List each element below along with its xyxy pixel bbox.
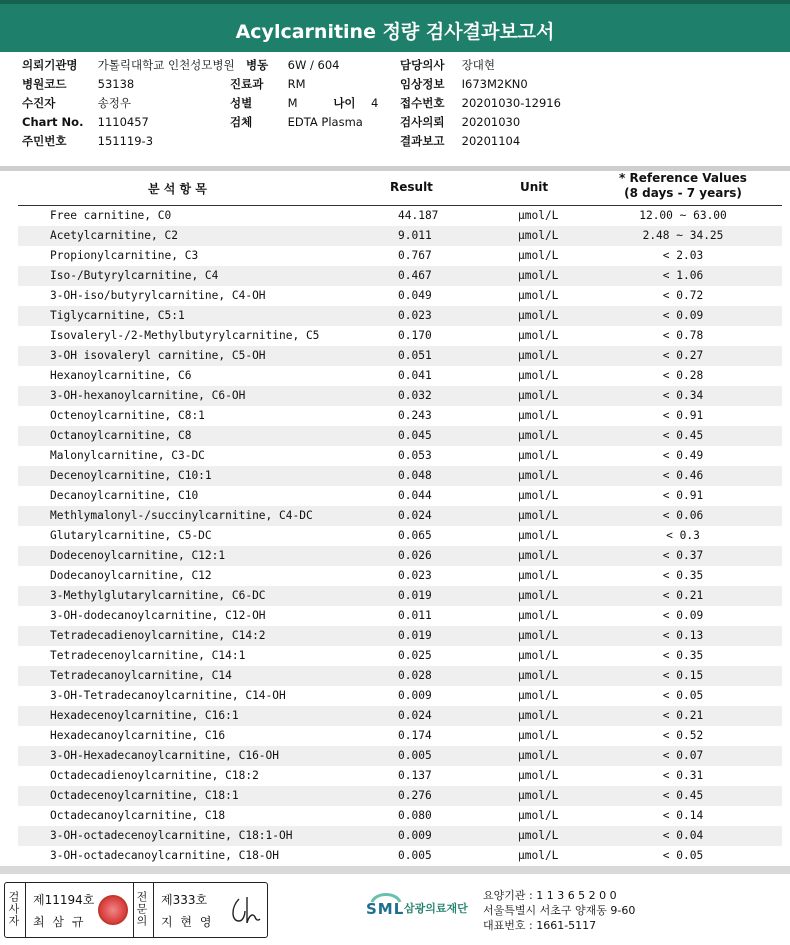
footer-divider	[0, 866, 790, 874]
table-row	[18, 526, 782, 546]
reference-value: < 0.28	[662, 369, 704, 382]
analyte-name: 3-OH-iso/butyrylcarnitine, C4-OH	[50, 289, 266, 302]
analyte-name: Propionylcarnitine, C3	[50, 249, 199, 262]
unit-value: μmol/L	[518, 769, 559, 782]
report-date-row	[400, 132, 520, 150]
dept-value: RM	[287, 77, 306, 91]
resident-row	[22, 132, 153, 150]
result-value: 0.243	[398, 409, 432, 422]
reference-value: < 0.35	[662, 569, 704, 582]
analyte-name: Dodecanoylcarnitine, C12	[50, 569, 212, 582]
unit-value: μmol/L	[518, 289, 559, 302]
result-value: 0.026	[398, 549, 432, 562]
result-value: 0.024	[398, 509, 432, 522]
analyte-name: Acetylcarnitine, C2	[50, 229, 178, 242]
dept-row	[230, 75, 306, 93]
patient-value: 송정우	[97, 96, 131, 110]
table-row	[18, 266, 782, 286]
analyte-name: Decanoylcarnitine, C10	[50, 489, 199, 502]
institution-row	[22, 56, 235, 74]
result-value: 0.276	[398, 789, 432, 802]
result-value: 0.044	[398, 489, 432, 502]
clinical-label: 임상정보	[400, 77, 445, 91]
analyte-name: 3-OH-Hexadecanoylcarnitine, C16-OH	[50, 749, 280, 762]
analyte-name: 3-OH-octadecenoylcarnitine, C18:1-OH	[50, 829, 293, 842]
reference-value: < 0.21	[662, 589, 704, 602]
table-row	[18, 646, 782, 666]
receipt-row	[400, 94, 561, 112]
reference-value: < 0.78	[662, 329, 704, 342]
reference-value: < 0.04	[662, 829, 704, 842]
result-value: 0.009	[398, 829, 432, 842]
result-value: 0.011	[398, 609, 432, 622]
reference-value: < 2.03	[662, 249, 704, 262]
reference-value: < 1.06	[662, 269, 704, 282]
unit-value: μmol/L	[518, 549, 559, 562]
sex-row	[230, 94, 378, 112]
reference-value: < 0.05	[662, 849, 704, 862]
unit-value: μmol/L	[518, 249, 559, 262]
result-value: 0.024	[398, 709, 432, 722]
unit-value: μmol/L	[518, 489, 559, 502]
analyte-name: Hexadecanoylcarnitine, C16	[50, 729, 226, 742]
unit-value: μmol/L	[518, 749, 559, 762]
sex-label: 성별	[230, 96, 253, 110]
clinical-row	[400, 75, 528, 93]
table-row	[18, 366, 782, 386]
specialist-vlabel-text: 전문의	[135, 891, 148, 927]
result-value: 0.045	[398, 429, 432, 442]
unit-value: μmol/L	[518, 649, 559, 662]
table-row	[18, 486, 782, 506]
doctor-value: 장대현	[461, 58, 495, 72]
result-value: 0.025	[398, 649, 432, 662]
reference-value: < 0.21	[662, 709, 704, 722]
ward-value: 6W / 604	[287, 58, 340, 72]
unit-value: μmol/L	[518, 269, 559, 282]
reference-value: < 0.37	[662, 549, 704, 562]
table-row	[18, 286, 782, 306]
specimen-row	[230, 113, 363, 131]
reference-value: < 0.31	[662, 769, 704, 782]
analyte-name: 3-OH-octadecanoylcarnitine, C18-OH	[50, 849, 280, 862]
header-ref-line2: (8 days - 7 years)	[624, 186, 742, 200]
result-value: 0.767	[398, 249, 432, 262]
header-result: Result	[390, 180, 433, 194]
org-name: 삼광의료재단	[404, 902, 468, 915]
table-row	[18, 466, 782, 486]
inst-phone: 대표번호 : 1661-5117	[483, 919, 597, 932]
hospital-code-value: 53138	[97, 77, 135, 91]
table-row	[18, 226, 782, 246]
chart-label: Chart No.	[22, 115, 84, 129]
analyte-name: Malonylcarnitine, C3-DC	[50, 449, 205, 462]
table-row	[18, 306, 782, 326]
analyte-name: Methlymalonyl-/succinylcarnitine, C4-DC	[50, 509, 313, 522]
table-row	[18, 326, 782, 346]
table-row	[18, 606, 782, 626]
unit-value: μmol/L	[518, 529, 559, 542]
analyte-name: Octadecenoylcarnitine, C18:1	[50, 789, 239, 802]
resident-value: 151119-3	[97, 134, 154, 148]
analyte-name: Tetradecanoylcarnitine, C14	[50, 669, 232, 682]
ward-label: 병동	[246, 58, 269, 72]
specimen-value: EDTA Plasma	[287, 115, 363, 129]
examiner-vertical-label	[7, 891, 23, 927]
analyte-name: Isovaleryl-/2-Methylbutyrylcarnitine, C5	[50, 329, 320, 342]
resident-label: 주민번호	[22, 134, 67, 148]
reference-value: < 0.91	[662, 489, 704, 502]
institution-value: 가톨릭대학교 인천성모병원	[97, 58, 235, 72]
result-value: 0.467	[398, 269, 432, 282]
table-row	[18, 826, 782, 846]
dept-label: 진료과	[230, 77, 264, 91]
report-date-label: 결과보고	[400, 134, 445, 148]
hospital-code-label: 병원코드	[22, 77, 67, 91]
unit-value: μmol/L	[518, 849, 559, 862]
table-row	[18, 446, 782, 466]
result-value: 0.023	[398, 309, 432, 322]
unit-value: μmol/L	[518, 449, 559, 462]
specialist-vertical-label	[135, 891, 151, 927]
result-value: 0.028	[398, 669, 432, 682]
results-table-body	[18, 206, 782, 866]
table-row	[18, 626, 782, 646]
sign-divider-3	[153, 883, 154, 937]
table-row	[18, 206, 782, 226]
reference-value: < 0.27	[662, 349, 704, 362]
reference-value: < 0.91	[662, 409, 704, 422]
unit-value: μmol/L	[518, 709, 559, 722]
unit-value: μmol/L	[518, 809, 559, 822]
unit-value: μmol/L	[518, 229, 559, 242]
result-value: 0.023	[398, 569, 432, 582]
analyte-name: Tetradecenoylcarnitine, C14:1	[50, 649, 246, 662]
analyte-name: Iso-/Butyrylcarnitine, C4	[50, 269, 219, 282]
table-row	[18, 386, 782, 406]
unit-value: μmol/L	[518, 369, 559, 382]
request-value: 20201030	[461, 115, 521, 129]
reference-value: < 0.46	[662, 469, 704, 482]
table-row	[18, 786, 782, 806]
chart-row	[22, 113, 149, 131]
result-value: 0.065	[398, 529, 432, 542]
receipt-value: 20201030-12916	[461, 96, 561, 110]
table-row	[18, 426, 782, 446]
unit-value: μmol/L	[518, 689, 559, 702]
result-value: 0.080	[398, 809, 432, 822]
reference-value: < 0.72	[662, 289, 704, 302]
table-row	[18, 846, 782, 866]
report-title: Acylcarnitine 정량 검사결과보고서	[0, 0, 790, 52]
analyte-name: 3-Methylglutarylcarnitine, C6-DC	[50, 589, 266, 602]
table-row	[18, 766, 782, 786]
unit-value: μmol/L	[518, 609, 559, 622]
receipt-label: 접수번호	[400, 96, 445, 110]
analyte-name: Decenoylcarnitine, C10:1	[50, 469, 212, 482]
analyte-name: Hexadecenoylcarnitine, C16:1	[50, 709, 239, 722]
ward-row	[246, 56, 339, 74]
unit-value: μmol/L	[518, 329, 559, 342]
header-ref-line1: * Reference Values	[619, 171, 747, 185]
unit-value: μmol/L	[518, 629, 559, 642]
analyte-name: Dodecenoylcarnitine, C12:1	[50, 549, 226, 562]
doctor-row	[400, 56, 495, 74]
table-row	[18, 566, 782, 586]
result-value: 44.187	[398, 209, 439, 222]
unit-value: μmol/L	[518, 469, 559, 482]
result-value: 0.049	[398, 289, 432, 302]
request-row	[400, 113, 520, 131]
result-value: 0.005	[398, 749, 432, 762]
table-row	[18, 706, 782, 726]
examiner-name: 최 삼 규	[33, 915, 86, 929]
reference-value: < 0.35	[662, 649, 704, 662]
result-value: 0.137	[398, 769, 432, 782]
table-row	[18, 726, 782, 746]
table-row	[18, 806, 782, 826]
table-row	[18, 666, 782, 686]
analyte-name: Octadecanoylcarnitine, C18	[50, 809, 226, 822]
analyte-name: Hexanoylcarnitine, C6	[50, 369, 192, 382]
inst-code: 요양기관 : 1 1 3 6 5 2 0 0	[483, 889, 617, 902]
table-row	[18, 586, 782, 606]
result-value: 0.051	[398, 349, 432, 362]
hospital-code-row	[22, 75, 134, 93]
table-row	[18, 246, 782, 266]
patient-row	[22, 94, 131, 112]
analyte-name: Octanoylcarnitine, C8	[50, 429, 192, 442]
unit-value: μmol/L	[518, 589, 559, 602]
institution-label: 의뢰기관명	[22, 58, 78, 72]
specimen-label: 검체	[230, 115, 253, 129]
unit-value: μmol/L	[518, 569, 559, 582]
age-label: 나이	[333, 96, 356, 110]
patient-label: 수진자	[22, 96, 56, 110]
signature-icon	[227, 893, 263, 929]
seal-icon	[98, 895, 128, 925]
unit-value: μmol/L	[518, 829, 559, 842]
analyte-name: 3-OH-hexanoylcarnitine, C6-OH	[50, 389, 246, 402]
reference-value: < 0.13	[662, 629, 704, 642]
reference-value: < 0.07	[662, 749, 704, 762]
request-label: 검사의뢰	[400, 115, 445, 129]
reference-value: < 0.05	[662, 689, 704, 702]
result-value: 0.005	[398, 849, 432, 862]
header-unit: Unit	[520, 180, 549, 194]
unit-value: μmol/L	[518, 349, 559, 362]
result-value: 0.019	[398, 589, 432, 602]
result-value: 0.174	[398, 729, 432, 742]
result-value: 0.041	[398, 369, 432, 382]
result-value: 0.032	[398, 389, 432, 402]
unit-value: μmol/L	[518, 669, 559, 682]
header-item: 분 석 항 목	[148, 182, 207, 196]
result-value: 0.009	[398, 689, 432, 702]
reference-value: < 0.45	[662, 429, 704, 442]
examiner-license: 제11194호	[33, 893, 95, 907]
table-header	[18, 170, 782, 206]
result-value: 0.053	[398, 449, 432, 462]
reference-value: < 0.49	[662, 449, 704, 462]
analyte-name: 3-OH isovaleryl carnitine, C5-OH	[50, 349, 266, 362]
result-value: 0.048	[398, 469, 432, 482]
result-value: 9.011	[398, 229, 432, 242]
reference-value: < 0.34	[662, 389, 704, 402]
table-row	[18, 506, 782, 526]
patient-info-section	[0, 52, 790, 162]
reference-value: < 0.09	[662, 609, 704, 622]
table-row	[18, 746, 782, 766]
analyte-name: Octadecadienoylcarnitine, C18:2	[50, 769, 259, 782]
reference-value: < 0.14	[662, 809, 704, 822]
reference-value: 2.48 ~ 34.25	[642, 229, 724, 242]
unit-value: μmol/L	[518, 429, 559, 442]
specialist-name: 지 현 영	[161, 915, 214, 929]
unit-value: μmol/L	[518, 729, 559, 742]
reference-value: 12.00 ~ 63.00	[639, 209, 727, 222]
clinical-value: I673M2KN0	[461, 77, 528, 91]
reference-value: < 0.06	[662, 509, 704, 522]
reference-value: < 0.45	[662, 789, 704, 802]
sign-divider-2	[133, 883, 134, 937]
analyte-name: Free carnitine, C0	[50, 209, 172, 222]
reference-value: < 0.52	[662, 729, 704, 742]
examiner-vlabel-text: 검사자	[7, 891, 20, 927]
report-footer	[0, 874, 790, 945]
signature-box	[4, 882, 268, 938]
age-value: 4	[370, 96, 379, 110]
report-date-value: 20201104	[461, 134, 521, 148]
unit-value: μmol/L	[518, 409, 559, 422]
inst-address: 서울특별시 서초구 양재동 9-60	[483, 904, 636, 917]
sign-divider-1	[25, 883, 26, 937]
analyte-name: 3-OH-Tetradecanoylcarnitine, C14-OH	[50, 689, 286, 702]
chart-value: 1110457	[97, 115, 149, 129]
analyte-name: Octenoylcarnitine, C8:1	[50, 409, 205, 422]
table-row	[18, 686, 782, 706]
logo-text: SML	[366, 900, 405, 918]
unit-value: μmol/L	[518, 389, 559, 402]
analyte-name: 3-OH-dodecanoylcarnitine, C12-OH	[50, 609, 266, 622]
analyte-name: Tetradecadienoylcarnitine, C14:2	[50, 629, 266, 642]
specialist-license: 제333호	[161, 893, 208, 907]
analyte-name: Tiglycarnitine, C5:1	[50, 309, 185, 322]
table-row	[18, 406, 782, 426]
institution-info	[483, 888, 635, 933]
unit-value: μmol/L	[518, 209, 559, 222]
table-row	[18, 346, 782, 366]
reference-value: < 0.3	[666, 529, 700, 542]
table-row	[18, 546, 782, 566]
analyte-name: Glutarylcarnitine, C5-DC	[50, 529, 212, 542]
reference-value: < 0.09	[662, 309, 704, 322]
doctor-label: 담당의사	[400, 58, 445, 72]
result-value: 0.019	[398, 629, 432, 642]
unit-value: μmol/L	[518, 509, 559, 522]
sex-value: M	[287, 96, 298, 110]
reference-value: < 0.15	[662, 669, 704, 682]
unit-value: μmol/L	[518, 789, 559, 802]
result-value: 0.170	[398, 329, 432, 342]
unit-value: μmol/L	[518, 309, 559, 322]
